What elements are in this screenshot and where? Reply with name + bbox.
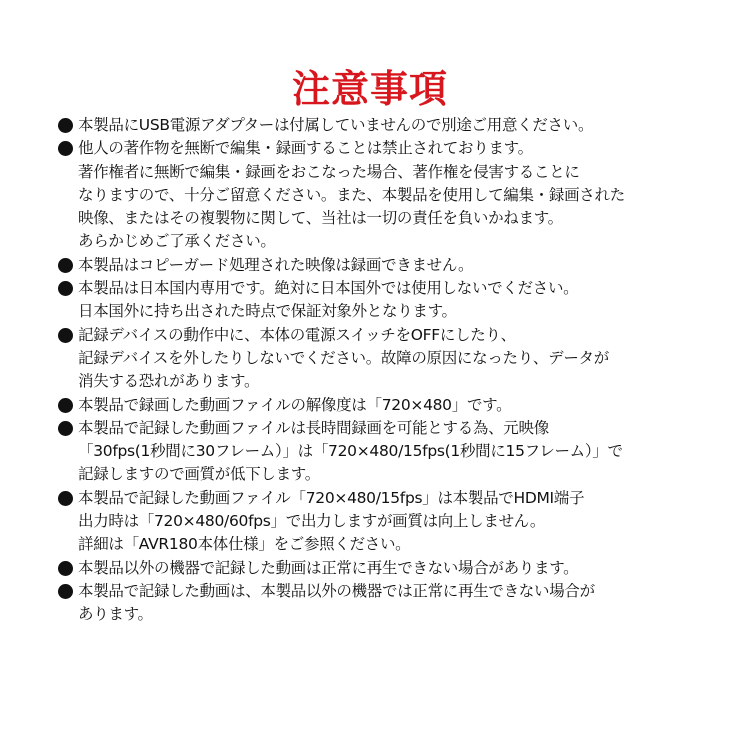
note-line: 他人の著作物を無断で編集・録画することは禁止されております。 — [78, 139, 533, 158]
note-line: 本製品で記録した動画は、本製品以外の機器では正常に再生できない場合が — [78, 581, 595, 600]
note-line: なりますので、十分ご留意ください。また、本製品を使用して編集・録画された — [78, 185, 625, 204]
note-line: あらかじめご了承ください。 — [78, 232, 276, 251]
bullet-icon — [58, 561, 73, 576]
note-line: 本製品は日本国内専用です。絶対に日本国外では使用しないでください。 — [78, 279, 579, 298]
note-item — [58, 277, 708, 324]
note-line: 記録デバイスを外したりしないでください。故障の原因になったり、データが — [78, 348, 609, 367]
note-item — [58, 137, 708, 253]
note-line: 消失する恐れがあります。 — [78, 372, 260, 391]
bullet-icon — [58, 421, 73, 436]
page-title: 注意事項 — [291, 67, 448, 112]
note-line: 詳細は「AVR180本体仕様」をご参照ください。 — [78, 535, 411, 554]
note-item — [58, 394, 708, 417]
bullet-icon — [58, 118, 73, 133]
note-line: 記録デバイスの動作中に、本体の電源スイッチをOFFにしたり、 — [78, 325, 516, 344]
bullet-icon — [58, 398, 73, 413]
bullet-icon — [58, 258, 73, 273]
note-line: 本製品にUSB電源アダプターは付属していませんので別途ご用意ください。 — [78, 116, 594, 134]
note-item — [58, 254, 708, 277]
bullet-icon — [58, 141, 73, 156]
note-item — [58, 114, 708, 137]
bullet-icon — [58, 328, 73, 343]
note-item — [58, 324, 708, 394]
note-line: 本製品で記録した動画ファイル「720×480/15fps」は本製品でHDMI端子 — [78, 488, 585, 507]
note-item — [58, 487, 708, 557]
note-item — [58, 580, 708, 627]
note-line: 本製品で記録した動画ファイルは長時間録画を可能とする為、元映像 — [78, 418, 549, 437]
note-line: 「30fps(1秒間に30フレーム）」は「720×480/15fps(1秒間に15フレーム）」で — [78, 442, 623, 461]
note-line: 日本国外に持ち出された時点で保証対象外となります。 — [78, 302, 457, 321]
note-line: 出力時は「720×480/60fps」で出力しますが画質は向上しません。 — [78, 512, 546, 531]
note-line: あります。 — [78, 605, 153, 624]
note-line: 著作権者に無断で編集・録画をおこなった場合、著作権を侵害することに — [78, 162, 580, 181]
bullet-icon — [58, 281, 73, 296]
bullet-icon — [58, 584, 73, 599]
note-line: 記録しますので画質が低下します。 — [78, 465, 320, 484]
note-line: 映像、またはその複製物に関して、当社は一切の責任を負いかねます。 — [78, 209, 563, 228]
note-line: 本製品はコピーガード処理された映像は録画できません。 — [78, 255, 474, 274]
note-line: 本製品で録画した動画ファイルの解像度は「720×480」です。 — [78, 395, 512, 414]
note-item — [58, 417, 708, 487]
bullet-icon — [58, 491, 73, 506]
note-line: 本製品以外の機器で記録した動画は正常に再生できない場合があります。 — [78, 558, 579, 577]
note-item — [58, 557, 708, 580]
notes-list — [58, 114, 708, 627]
